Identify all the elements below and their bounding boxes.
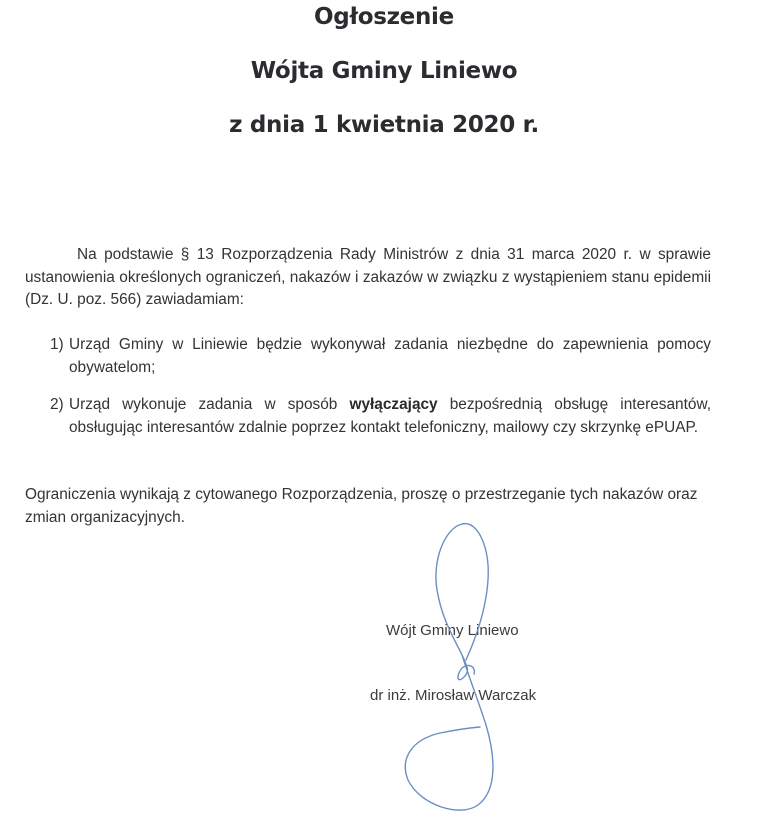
list-item-number: 2) (50, 396, 64, 413)
signatory-name: dr inż. Mirosław Warczak (370, 687, 537, 704)
document-issuer: Wójta Gminy Liniewo (250, 58, 518, 84)
signatory-title: Wójt Gminy Liniewo (386, 622, 519, 639)
list-item-text (50, 394, 711, 439)
intro-paragraph (25, 244, 711, 312)
closing-paragraph: Ograniczenia wynikają z cytowanego Rozporządzenia, proszę o przestrzeganie tych nakazów oraz zmian organizacyjnych. (25, 486, 698, 526)
intro-text: Na podstawie § 13 Rozporządzenia Rady Ministrów z dnia 31 marca 2020 r. w sprawie ustanowienia określonych ograniczeń, nakazów i zakazów w związku z wystąpieniem stanu epidemii (Dz. U. poz. 566) zawiadamiam: (25, 246, 711, 308)
list-item-bold-text: wyłączający (349, 396, 438, 413)
list-item (50, 334, 711, 379)
list-item (50, 394, 711, 439)
list-item-number: 1) (50, 336, 64, 353)
list-item-text: Urząd Gminy w Liniewie będzie wykonywał zadania niezbędne do zapewnienia pomocy obywatelom; (69, 336, 711, 376)
document-date: z dnia 1 kwietnia 2020 r. (229, 112, 539, 138)
list-item-text-before: Urząd wykonuje zadania w sposób (69, 396, 350, 413)
list-item-text-after: bezpośrednią obsługę interesantów, obsługując interesantów zdalnie poprzez kontakt telefoniczny, mailowy czy skrzynkę ePUAP. (69, 396, 711, 436)
document-title: Ogłoszenie (314, 4, 454, 30)
